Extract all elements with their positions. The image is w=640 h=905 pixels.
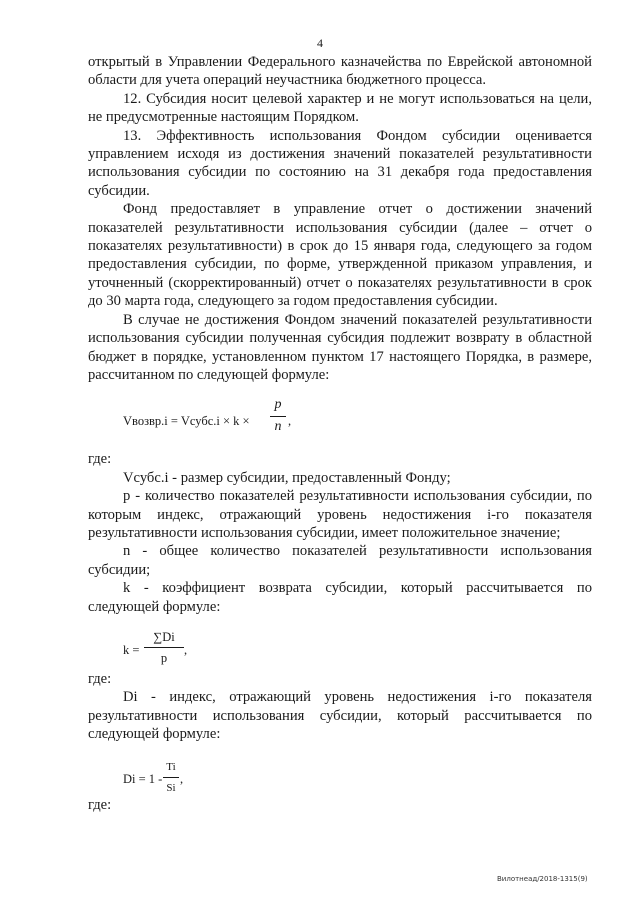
- fraction-denominator: Si: [166, 782, 176, 794]
- paragraph: 12. Субсидия носит целевой характер и не могут использоваться на цели, не предусмотренные настоящим Порядком.: [88, 90, 592, 126]
- definition: Di - индекс, отражающий уровень недостижения i-го показателя результативности использования субсидии, который рассчитывается по следующей формуле:: [88, 689, 592, 743]
- formula-tail: ,: [180, 771, 184, 786]
- fraction-numerator: Ti: [166, 760, 176, 773]
- fraction-numerator: p: [274, 397, 282, 413]
- definition: n - общее количество показателей результативности использования субсидии;: [88, 543, 592, 578]
- paragraph: открытый в Управлении Федерального казначейства по Еврейской автономной области для учета операций неучастника бюджетного процесса.: [88, 54, 592, 89]
- definition: p - количество показателей результативности использования субсидии, по которым индекс, отражающий уровень недостижения i-го показателя результативности использования субсидии, имеет положительное значение;: [88, 488, 592, 541]
- formula-coefficient: [88, 626, 592, 670]
- formula-fraction: [163, 758, 179, 798]
- document-body: [88, 53, 592, 814]
- definition: k - коэффициент возврата субсидии, который рассчитывается по следующей формуле:: [88, 580, 592, 615]
- document-code: Вилотнеад/2018-1315(9): [497, 875, 588, 883]
- paragraph: 13. Эффективность использования Фондом субсидии оценивается управлением исходя из достижения значений показателей результативности использования субсидии по состоянию на 31 декабря года предоставления субсидии.: [88, 127, 592, 199]
- page-number: 4: [317, 36, 323, 50]
- formula-refund: [88, 396, 592, 450]
- where-label: где:: [88, 796, 112, 813]
- definition: Vсубс.i - размер субсидии, предоставленный Фонду;: [123, 469, 451, 486]
- formula-fraction: [270, 396, 286, 436]
- paragraph: Фонд предоставляет в управление отчет о достижении значений показателей результативности использования субсидии (далее – отчет о показателях результативности) в срок до 15 января года, следующего за годом предоставления субсидии, по форме, утвержденной приказом управления, и уточненный (скорректированный) отчет о показателях результативности в срок до 30 марта года, следующего за годом предоставления субсидии.: [88, 201, 592, 310]
- formula-lhs: k =: [123, 642, 140, 657]
- fraction-denominator: n: [274, 418, 282, 434]
- paragraph: В случае не достижения Фондом значений показателей результативности использования субсидии полученная субсидия подлежит возврату в областной бюджет в порядке, установленном пунктом 17 настоящего Порядка, в размере, рассчитанном по следующей формуле:: [88, 311, 592, 383]
- fraction-numerator: ∑Di: [153, 629, 175, 644]
- formula-tail: ,: [184, 642, 188, 657]
- fraction-bar: [144, 647, 184, 648]
- formula-tail: ,: [288, 414, 292, 429]
- fraction-bar: [163, 777, 179, 778]
- fraction-bar: [270, 416, 286, 417]
- formula-fraction: [144, 628, 184, 668]
- where-label: где:: [88, 451, 112, 468]
- formula-lhs: Di = 1 -: [123, 771, 163, 786]
- fraction-denominator: p: [160, 651, 168, 666]
- formula-index: [88, 756, 592, 796]
- where-label: где:: [88, 670, 112, 687]
- formula-lhs: Vвозвр.i = Vсубс.i × k ×: [123, 414, 250, 429]
